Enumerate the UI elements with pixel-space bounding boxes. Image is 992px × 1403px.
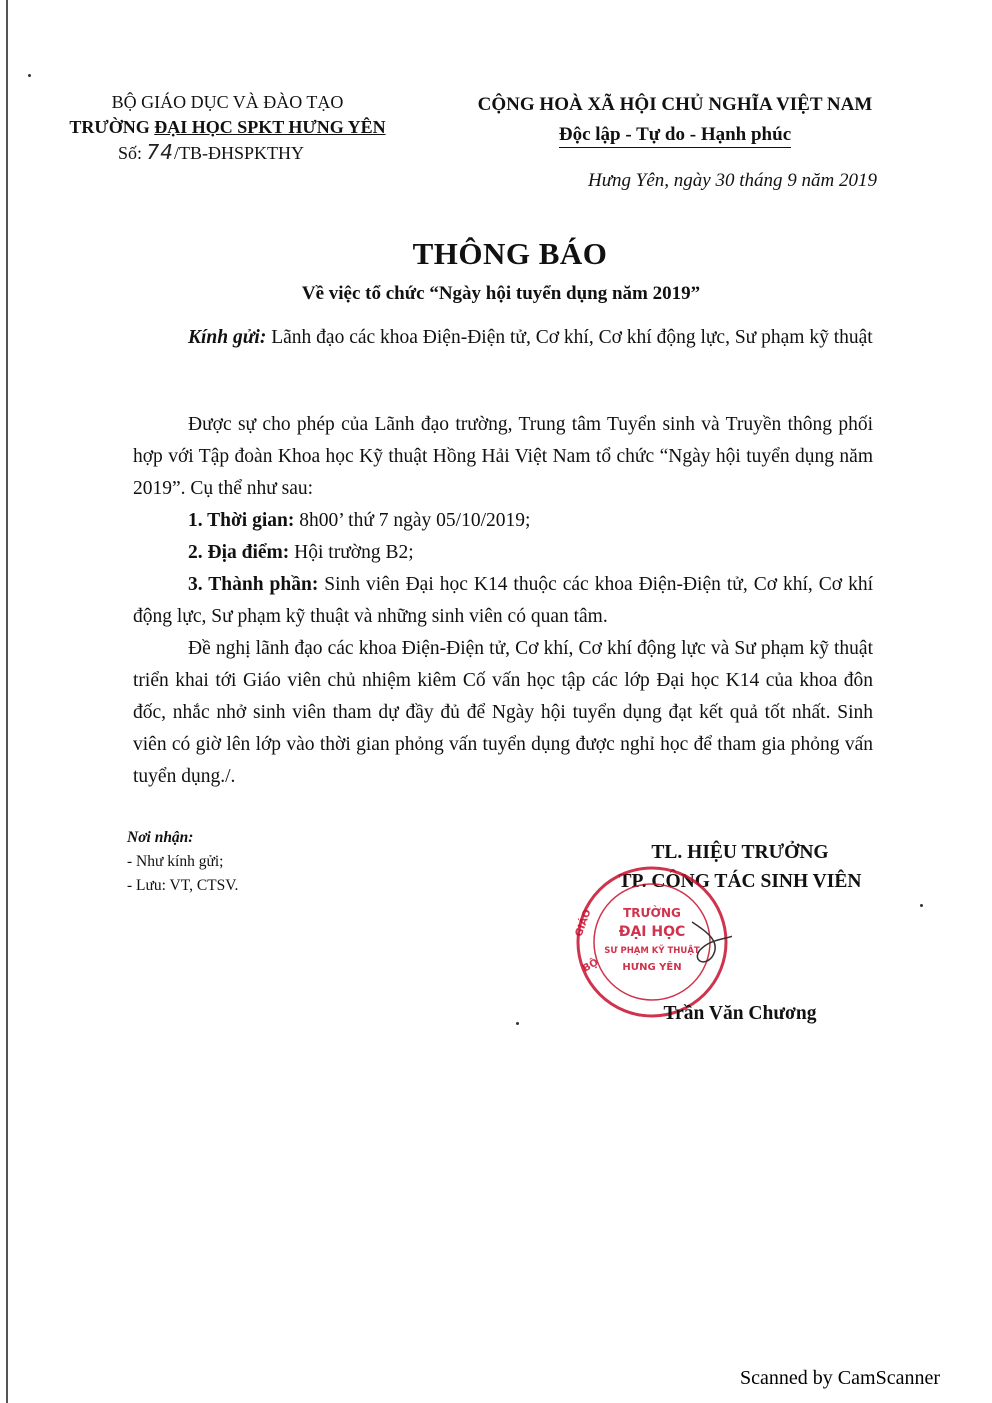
ministry-name: BỘ GIÁO DỤC VÀ ĐÀO TẠO xyxy=(111,92,344,112)
document-subtitle: Về việc tổ chức “Ngày hội tuyển dụng năm 2019” xyxy=(301,283,701,304)
svg-text:SƯ PHẠM KỸ THUẬT: SƯ PHẠM KỸ THUẬT xyxy=(604,946,700,956)
detail-item: 3. Thành phần: Sinh viên Đại học K14 thuộc các khoa Điện-Điện tử, Cơ khí, Cơ khí động lực, Sư phạm kỹ thuật và những sinh viên có quan tâm. xyxy=(133,574,873,627)
svg-text:TRƯỜNG: TRƯỜNG xyxy=(623,906,681,920)
recipients-block xyxy=(127,826,238,898)
addressee-text: Lãnh đạo các khoa Điện-Điện tử, Cơ khí, Cơ khí động lực, Sư phạm kỹ thuật xyxy=(266,327,873,348)
recipient-line: - Như kính gửi; xyxy=(127,853,224,870)
issuer-block xyxy=(50,90,405,166)
scan-speck xyxy=(516,1022,519,1025)
school-name: TRƯỜNG ĐẠI HỌC SPKT HƯNG YÊN xyxy=(69,117,386,137)
svg-text:BỘ: BỘ xyxy=(581,957,601,975)
document-title: THÔNG BÁO xyxy=(412,236,608,271)
addressee-label: Kính gửi: xyxy=(188,327,267,348)
intro-paragraph: Được sự cho phép của Lãnh đạo trường, Trung tâm Tuyển sinh và Truyền thông phối hợp với Tập đoàn Khoa học Kỹ thuật Hồng Hải Việt Nam tổ chức “Ngày hội tuyển dụng năm 2019”. Cụ thể như sau: xyxy=(133,414,873,499)
request-paragraph: Đề nghị lãnh đạo các khoa Điện-Điện tử, Cơ khí, Cơ khí động lực và Sư phạm kỹ thuật triển khai tới Giáo viên chủ nhiệm kiêm Cố vấn học tập các lớp Đại học K14 của khoa đôn đốc, nhắc nhở sinh viên tham dự đầy đủ để Ngày hội tuyển dụng đạt kết quả tốt nhất. Sinh viên có giờ lên lớp vào thời gian phỏng vấn tuyển dụng được nghỉ học để tham gia phỏng vấn tuyển dụng./. xyxy=(133,638,873,787)
scan-speck xyxy=(920,904,923,907)
national-motto: Độc lập - Tự do - Hạnh phúc xyxy=(559,123,791,148)
recipient-line: - Lưu: VT, CTSV. xyxy=(127,877,239,894)
scanner-watermark: Scanned by CamScanner xyxy=(740,1367,940,1389)
detail-item: 2. Địa điểm: Hội trường B2; xyxy=(188,542,414,563)
scan-edge xyxy=(6,0,8,1403)
scan-speck xyxy=(28,74,31,77)
signer-name: Trần Văn Chương xyxy=(663,1003,817,1024)
date-line: Hưng Yên, ngày 30 tháng 9 năm 2019 xyxy=(587,170,877,191)
handwritten-number: 74 xyxy=(146,140,174,164)
addressee xyxy=(133,322,873,354)
document-number: Số: 74/TB-ĐHSPKTHY xyxy=(118,140,304,164)
recipients-heading: Nơi nhận: xyxy=(127,829,194,846)
signature-title: TP. CÔNG TÁC SINH VIÊN xyxy=(618,871,862,892)
signature-authority: TL. HIỆU TRƯỞNG xyxy=(651,842,829,863)
svg-text:GIÁO: GIÁO xyxy=(573,908,594,939)
national-header xyxy=(440,90,910,150)
document-body xyxy=(133,409,873,793)
detail-item: 1. Thời gian: 8h00’ thứ 7 ngày 05/10/2019; xyxy=(188,510,531,531)
svg-text:HƯNG YÊN: HƯNG YÊN xyxy=(622,962,682,973)
svg-text:ĐẠI HỌC: ĐẠI HỌC xyxy=(618,924,686,940)
official-seal-icon xyxy=(572,862,732,1022)
country-name: CỘNG HOÀ XÃ HỘI CHỦ NGHĨA VIỆT NAM xyxy=(477,94,873,115)
